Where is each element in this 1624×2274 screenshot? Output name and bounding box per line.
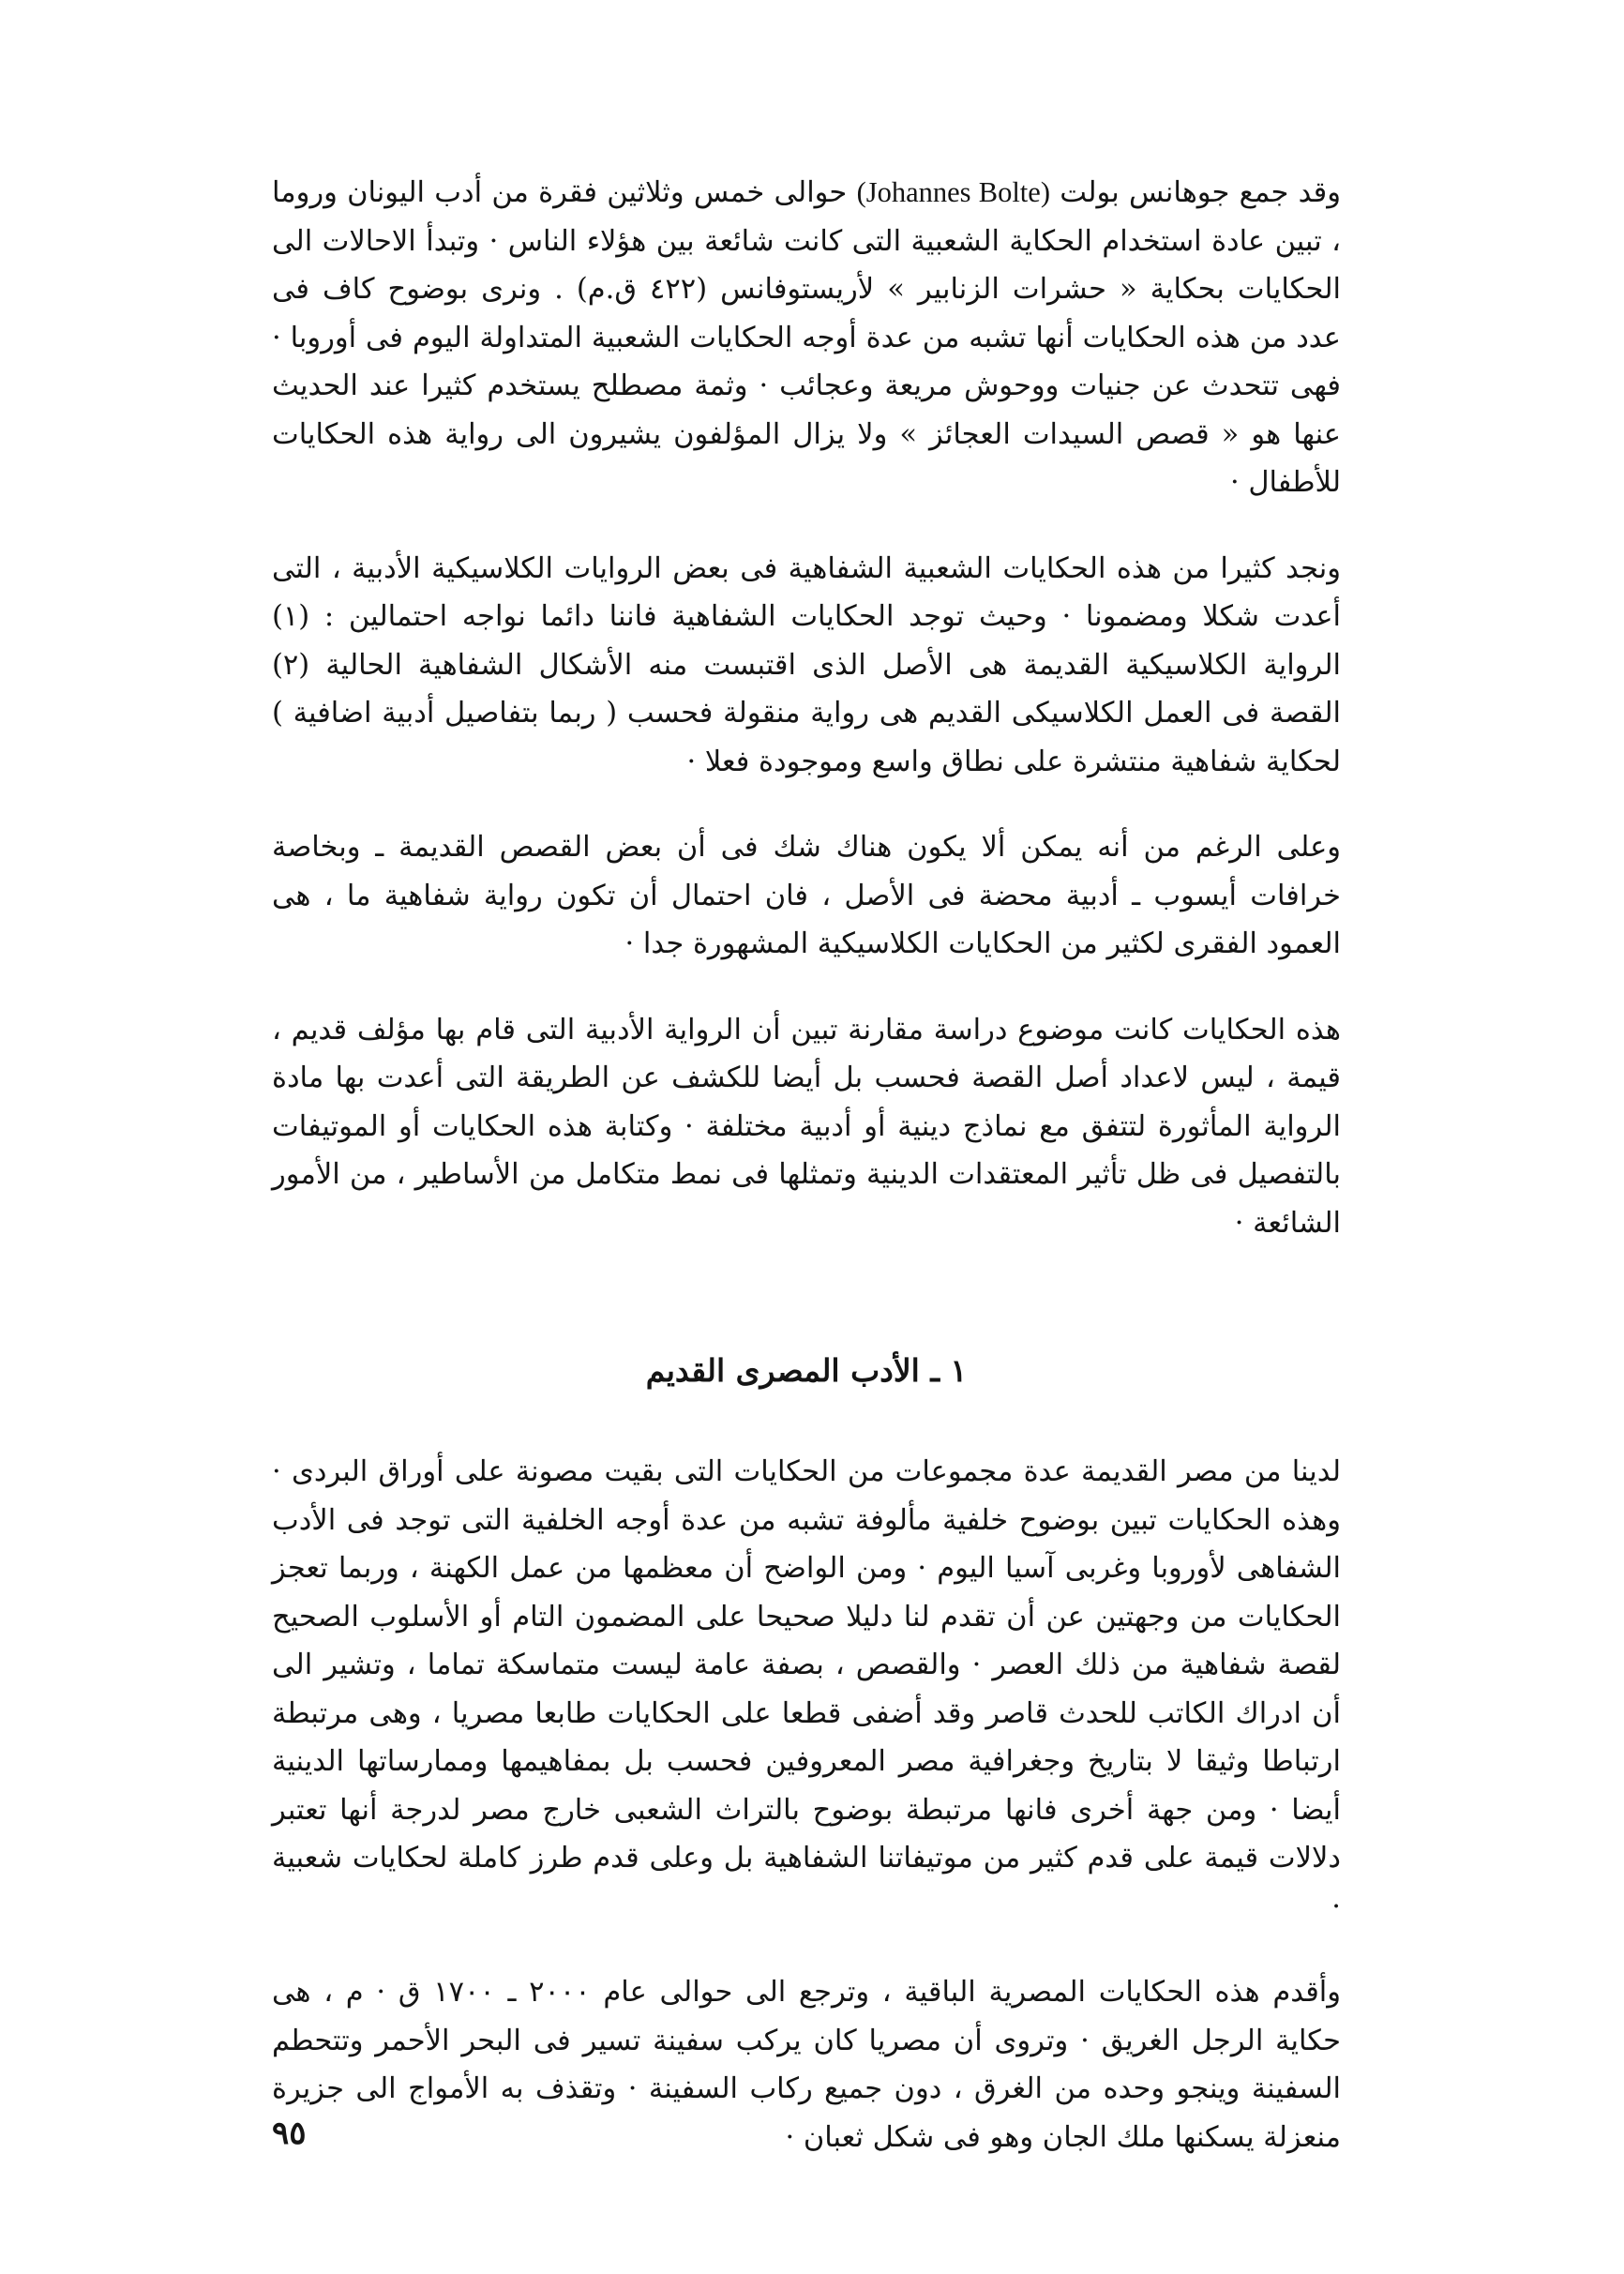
latin-name-johannes-bolte: (Johannes Bolte) xyxy=(856,176,1050,208)
paragraph-aesop: وعلى الرغم من أنه يمكن ألا يكون هناك شك فى أن بعض القصص القديمة ـ وبخاصة خرافات أيسوب ـ أدبية محضة فى الأصل ، فان احتمال أن تكون رواية شفاهية ما ، هى العمود الفقرى لكثير من الحكايات الكلاسيكية المشهورة جدا · xyxy=(272,831,1341,960)
section-heading: ١ ـ الأدب المصرى القديم xyxy=(645,1352,968,1389)
paragraph-ancient-egypt: لدينا من مصر القديمة عدة مجموعات من الحكايات التى بقيت مصونة على أوراق البردى · وهذه الحكايات تبين بوضوح خلفية مألوفة تشبه من عدة أوجه الخلفية التى توجد فى الأدب الشفاهى لأوروبا وغربى آسيا اليوم · ومن الواضح أن معظمها من عمل الكهنة ، وربما تعجز الحكايات من وجهتين عن أن تقدم لنا دليلا صحيحا على المضمون التام أو الأسلوب الصحيح لقصة شفاهية من ذلك العصر · والقصص ، بصفة عامة ليست متماسكة تماما ، وتشير الى أن ادراك الكاتب للحدث قاصر وقد أضفى قطعا على الحكايات طابعا مصريا ، وهى مرتبطة ارتباطا وثيقا لا بتاريخ وجغرافية مصر المعروفين فحسب بل بمفاهيمها وممارساتها الدينية أيضا · ومن جهة أخرى فانها مرتبطة بوضوح بالتراث الشعبى خارج مصر لدرجة أنها تعتبر دلالات قيمة على قدم كثير من موتيفاتنا الشفاهية بل وعلى قدم طرز كاملة لحكايات شعبية · xyxy=(272,1455,1341,1923)
paragraph-shipwrecked-man: وأقدم هذه الحكايات المصرية الباقية ، وترجع الى حوالى عام ٢٠٠٠ ـ ١٧٠٠ ق · م ، هى حكاية الرجل الغريق · وتروى أن مصريا كان يركب سفينة تسير فى البحر الأحمر وتتحطم السفينة وينجو وحده من الغرق ، دون جميع ركاب السفينة · وتقذف به الأمواج الى جزيرة منعزلة يسكنها ملك الجان وهو فى شكل ثعبان · xyxy=(272,1976,1341,2154)
book-page xyxy=(272,169,1341,2166)
paragraph-bolte-before: وقد جمع جوهانس بولت xyxy=(1060,176,1341,209)
paragraph-oral-classical: ونجد كثيرا من هذه الحكايات الشعبية الشفاهية فى بعض الروايات الكلاسيكية الأدبية ، التى أعدت شكلا ومضمونا · وحيث توجد الحكايات الشفاهية فاننا دائما نواجه احتمالين : (١) الرواية الكلاسيكية القديمة هى الأصل الذى اقتبست منه الأشكال الشفاهية الحالية (٢) القصة فى العمل الكلاسيكى القديم هى رواية منقولة فحسب ( ربما بتفاصيل أدبية اضافية ) لحكاية شفاهية منتشرة على نطاق واسع وموجودة فعلا · xyxy=(272,551,1341,778)
paragraph-bolte-after: حوالى خمس وثلاثين فقرة من أدب اليونان وروما ، تبين عادة استخدام الحكاية الشعبية التى كانت شائعة بين هؤلاء الناس · وتبدأ الاحالات الى الحكايات بحكاية « حشرات الزنابير » لأريستوفانس (٤٢٢ ق.م) . ونرى بوضوح كاف فى عدد من هذه الحكايات أنها تشبه من عدة أوجه الحكايات الشعبية المتداولة اليوم فى أوروبا · فهى تتحدث عن جنيات ووحوش مريعة وعجائب · وثمة مصطلح يستخدم كثيرا عند الحديث عنها هو « قصص السيدات العجائز » ولا يزال المؤلفون يشيرون الى رواية هذه الحكايات للأطفال · xyxy=(272,176,1341,499)
page-number: ٩٥ xyxy=(272,2115,307,2152)
paragraph-bolte xyxy=(272,169,1341,507)
paragraph-comparative-study: هذه الحكايات كانت موضوع دراسة مقارنة تبين أن الرواية الأدبية التى قام بها مؤلف قديم ، قيمة ، ليس لاعداد أصل القصة فحسب بل أيضا للكشف عن الطريقة التى أعدت بها مادة الرواية المأثورة لتتفق مع نماذج دينية أو أدبية مختلفة · وكتابة هذه الحكايات أو الموتيفات بالتفصيل فى ظل تأثير المعتقدات الدينية وتمثلها فى نمط متكامل من الأساطير ، من الأمور الشائعة · xyxy=(272,1013,1341,1240)
